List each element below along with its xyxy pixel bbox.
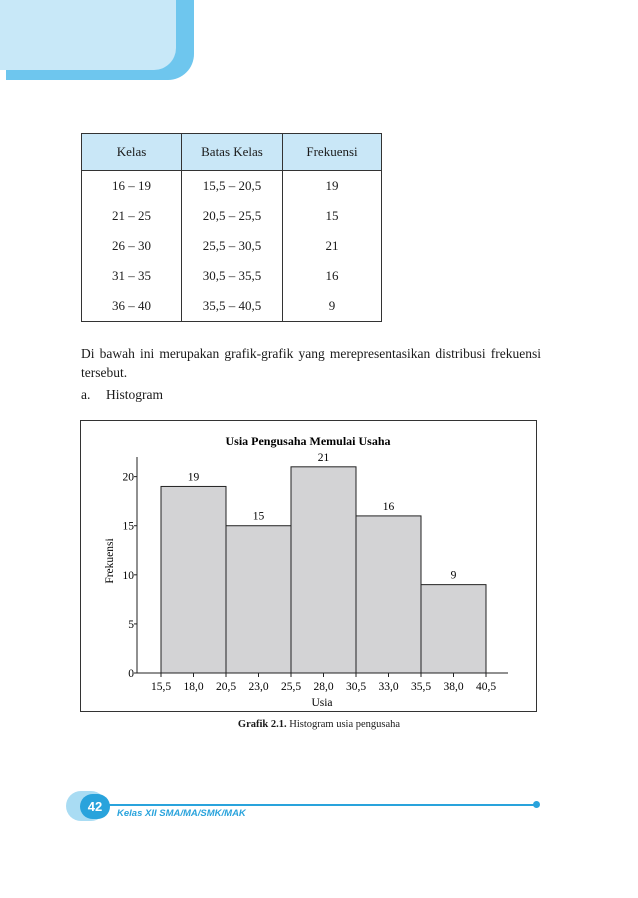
histogram-bar	[356, 516, 421, 673]
footer-book-title: Kelas XII SMA/MA/SMK/MAK	[117, 808, 246, 819]
table-row	[82, 261, 382, 291]
footer-dot	[533, 801, 540, 808]
x-tick-label: 33,0	[378, 681, 399, 693]
bar-data-label: 21	[317, 451, 330, 464]
table-row	[82, 171, 382, 202]
y-axis-label: Frekuensi	[104, 538, 116, 584]
page-number: 42	[80, 794, 110, 819]
y-tick-label: 15	[122, 520, 134, 533]
bar-data-label: 9	[450, 569, 457, 582]
x-tick-label: 30,5	[345, 681, 367, 693]
header-tab	[0, 0, 176, 70]
table-row	[82, 291, 382, 322]
list-item	[81, 387, 163, 403]
x-tick-label: 35,5	[410, 681, 432, 693]
cell-kelas: 31 – 35	[82, 261, 182, 291]
figure-caption	[0, 719, 638, 730]
header-frekuensi: Frekuensi	[283, 134, 382, 171]
histogram-bar	[226, 526, 291, 673]
cell-kelas: 26 – 30	[82, 231, 182, 261]
cell-kelas: 36 – 40	[82, 291, 182, 322]
cell-batas-kelas: 25,5 – 30,5	[182, 231, 283, 261]
cell-frekuensi: 15	[283, 201, 382, 231]
y-tick-label: 0	[128, 668, 134, 680]
cell-batas-kelas: 15,5 – 20,5	[182, 171, 283, 202]
table-header-row	[82, 134, 382, 171]
x-tick-label: 18,0	[183, 681, 204, 693]
cell-kelas: 21 – 25	[82, 201, 182, 231]
bar-data-label: 16	[382, 500, 395, 513]
x-tick-label: 20,5	[215, 681, 237, 693]
chart-title: Usia Pengusaha Memulai Usaha	[225, 434, 391, 448]
frequency-table	[81, 133, 382, 322]
x-tick-label: 38,0	[443, 681, 464, 693]
header-kelas: Kelas	[82, 134, 182, 171]
cell-kelas: 16 – 19	[82, 171, 182, 202]
histogram-bar	[421, 585, 486, 673]
table-row	[82, 201, 382, 231]
x-axis-label: Usia	[311, 697, 333, 709]
list-item-label: a.	[81, 387, 91, 402]
caption-label: Grafik 2.1.	[237, 719, 287, 730]
x-tick-label: 40,5	[475, 681, 497, 693]
cell-batas-kelas: 30,5 – 35,5	[182, 261, 283, 291]
cell-batas-kelas: 20,5 – 25,5	[182, 201, 283, 231]
footer-line	[80, 804, 536, 806]
x-tick-label: 23,0	[248, 681, 269, 693]
table-row	[82, 231, 382, 261]
cell-frekuensi: 9	[283, 291, 382, 322]
cell-batas-kelas: 35,5 – 40,5	[182, 291, 283, 322]
cell-frekuensi: 16	[283, 261, 382, 291]
header-batas-kelas: Batas Kelas	[182, 134, 283, 171]
x-tick-label: 25,5	[280, 681, 302, 693]
x-tick-label: 28,0	[313, 681, 334, 693]
list-item-text: Histogram	[106, 387, 163, 402]
x-tick-label: 15,5	[150, 681, 172, 693]
y-tick-label: 5	[128, 618, 134, 631]
histogram-chart	[80, 420, 537, 712]
intro-paragraph: Di bawah ini merupakan grafik-grafik yang merepresentasikan distribusi frekuensi tersebut.	[81, 346, 541, 380]
bar-data-label: 19	[187, 471, 200, 484]
caption-text: Histogram usia pengusaha	[286, 719, 401, 730]
histogram-bar	[161, 486, 226, 673]
cell-frekuensi: 21	[283, 231, 382, 261]
cell-frekuensi: 19	[283, 171, 382, 202]
histogram-svg	[81, 421, 538, 713]
histogram-bar	[291, 467, 356, 673]
y-tick-label: 10	[122, 569, 134, 582]
y-tick-label: 20	[122, 471, 134, 484]
bar-data-label: 15	[252, 510, 265, 523]
